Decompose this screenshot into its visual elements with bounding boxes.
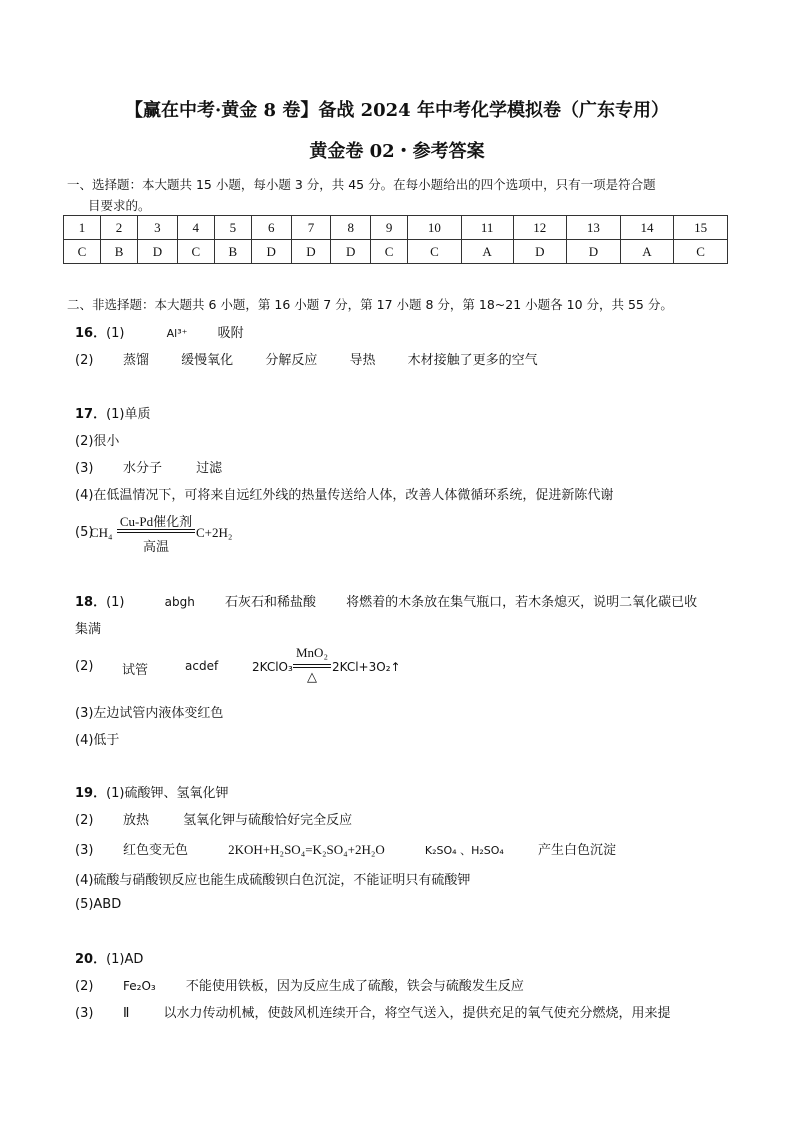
answer-table-number-cell: 2 <box>101 216 138 240</box>
q19-line2 <box>75 809 352 828</box>
answer-table-answer-cell: C <box>371 240 408 264</box>
answer-table-answer-cell: D <box>567 240 621 264</box>
q18-2-tag: (2) <box>75 659 94 674</box>
answer-table-answer-cell: B <box>101 240 138 264</box>
q18-line4: (4)低于 <box>75 733 120 748</box>
q17-3-tag: (3) <box>75 461 94 476</box>
q16-line1 <box>75 322 244 341</box>
q17-number: 17． <box>75 407 107 422</box>
q18-line1-cont: 集满 <box>75 622 102 637</box>
answer-table-answer-cell: D <box>513 240 567 264</box>
q16-1-b: 吸附 <box>217 326 244 341</box>
answer-table-answer-cell: D <box>251 240 291 264</box>
q17-5-arrow-line <box>117 529 195 530</box>
q20-3-b: 以水力传动机械，使鼓风机连续开合，将空气送入，提供充足的氧气使充分燃烧，用来提 <box>163 1006 671 1021</box>
q20-number: 20． <box>75 952 107 967</box>
answer-table-answer-cell: C <box>674 240 728 264</box>
answer-table-answers-row <box>64 240 728 264</box>
q18-2-catalyst: MnO₂ <box>296 645 328 660</box>
q16-2-b: 缓慢氧化 <box>181 353 234 368</box>
q16-2-tag: (2) <box>75 353 94 368</box>
q19-1: (1)硫酸钾、氢氧化钾 <box>106 786 229 801</box>
q20-2-b: 不能使用铁板，因为反应生成了硫酸，铁会与硫酸发生反应 <box>185 979 524 994</box>
q17-5-arrow-line2 <box>117 532 195 533</box>
answer-table-number-cell: 7 <box>291 216 331 240</box>
answer-table-answer-cell: D <box>291 240 331 264</box>
answer-table <box>63 215 728 264</box>
page-subtitle: 黄金卷 02・参考答案 <box>309 141 485 162</box>
q18-1-b: 石灰石和稀盐酸 <box>225 595 317 610</box>
q20-2-tag: (2) <box>75 979 94 994</box>
q19-3-tag: (3) <box>75 843 94 858</box>
q16-number: 16． <box>75 326 107 341</box>
q18-2-right: 2KCl+3O₂↑ <box>332 660 401 674</box>
q20-line1 <box>75 948 143 967</box>
answer-table-answer-cell: A <box>620 240 674 264</box>
q20-3-a: Ⅱ <box>123 1006 130 1021</box>
q18-2-b: acdef <box>185 659 219 673</box>
q20-2-a: Fe₂O₃ <box>123 979 156 993</box>
answer-table-numbers-row <box>64 216 728 240</box>
answer-table-number-cell: 11 <box>461 216 513 240</box>
q20-line2 <box>75 975 524 994</box>
q17-5-catalyst: Cu-Pd催化剂 <box>119 514 193 529</box>
q17-5-condition: 高温 <box>142 540 169 555</box>
q18-2-arrow-line2 <box>293 667 331 668</box>
q17-1: (1)单质 <box>106 407 151 422</box>
answer-table-number-cell: 5 <box>214 216 251 240</box>
q16-2-d: 导热 <box>349 353 376 368</box>
q16-1-tag: (1) <box>106 326 125 341</box>
answer-table-number-cell: 3 <box>138 216 178 240</box>
q17-line3 <box>75 457 222 476</box>
q18-line1 <box>75 591 697 610</box>
answer-table-number-cell: 9 <box>371 216 408 240</box>
q20-3-tag: (3) <box>75 1006 94 1021</box>
q19-2-tag: (2) <box>75 813 94 828</box>
q18-2-a: 试管 <box>122 663 149 678</box>
q16-2-c: 分解反应 <box>265 353 318 368</box>
q18-number: 18． <box>75 595 107 610</box>
answer-table-number-cell: 4 <box>177 216 214 240</box>
q16-1-a: Al³⁺ <box>166 327 188 340</box>
answer-table-number-cell: 8 <box>331 216 371 240</box>
q19-3-d: 产生白色沉淀 <box>537 843 616 858</box>
answer-table-answer-cell: A <box>461 240 513 264</box>
q18-1-tag: (1) <box>106 595 125 610</box>
answer-table-number-cell: 6 <box>251 216 291 240</box>
q19-line5: (5)ABD <box>75 897 122 912</box>
q17-line4: (4)在低温情况下，可将来自远红外线的热量传送给人体，改善人体微循环系统，促进新陈代谢 <box>75 488 614 503</box>
q17-3-b: 过滤 <box>196 461 223 476</box>
q18-1-a: abgh <box>164 595 195 609</box>
section1-heading-cont: 目要求的。 <box>88 198 151 213</box>
q19-3-a: 红色变无色 <box>123 843 189 858</box>
q19-number: 19． <box>75 786 107 801</box>
q18-line2 <box>75 645 675 689</box>
q19-2-a: 放热 <box>123 813 150 828</box>
answer-table-number-cell: 14 <box>620 216 674 240</box>
answer-table-answer-cell: B <box>214 240 251 264</box>
q19-3-b: 2KOH+H₂SO₄=K₂SO₄+2H₂O <box>228 842 385 857</box>
section2-heading: 二、非选择题：本大题共 6 小题，第 16 小题 7 分，第 17 小题 8 分，第 18~21 小题各 10 分，共 55 分。 <box>67 297 673 312</box>
q16-2-e: 木材接触了更多的空气 <box>407 353 538 368</box>
answer-table-answer-cell: C <box>64 240 101 264</box>
q16-2-a: 蒸馏 <box>123 353 150 368</box>
q17-3-a: 水分子 <box>123 461 163 476</box>
q19-3-c: K₂SO₄ 、H₂SO₄ <box>424 844 504 857</box>
answer-table-number-cell: 12 <box>513 216 567 240</box>
q17-line1 <box>75 403 151 422</box>
q18-2-arrow-line <box>293 664 331 665</box>
answer-table-number-cell: 15 <box>674 216 728 240</box>
q17-5-tag: (5) <box>75 525 94 540</box>
q19-line4: (4)硫酸与硝酸钡反应也能生成硫酸钡白色沉淀，不能证明只有硫酸钾 <box>75 873 471 888</box>
q17-line2: (2)很小 <box>75 434 120 449</box>
answer-table-number-cell: 10 <box>408 216 462 240</box>
answer-table-number-cell: 1 <box>64 216 101 240</box>
answer-table-number-cell: 13 <box>567 216 621 240</box>
q19-line3 <box>75 839 616 858</box>
q17-5-right: C+2H₂ <box>196 525 233 540</box>
answer-table-answer-cell: D <box>331 240 371 264</box>
q19-line1 <box>75 782 229 801</box>
q18-2-condition: △ <box>307 670 317 685</box>
q18-line3: (3)左边试管内液体变红色 <box>75 706 224 721</box>
q17-5-left: CH₄ <box>90 525 113 540</box>
answer-table-answer-cell: D <box>138 240 178 264</box>
q19-2-b: 氢氧化钾与硫酸恰好完全反应 <box>183 813 353 828</box>
answer-table-answer-cell: C <box>177 240 214 264</box>
q18-1-c: 将燃着的木条放在集气瓶口，若木条熄灭，说明二氧化碳已收 <box>346 595 698 610</box>
q18-2-left: 2KClO₃ <box>252 660 293 674</box>
q16-line2 <box>75 349 538 368</box>
answer-table-answer-cell: C <box>408 240 462 264</box>
q20-line3 <box>75 1002 671 1021</box>
page-title: 【赢在中考·黄金 8 卷】备战 2024 年中考化学模拟卷（广东专用） <box>125 100 669 121</box>
section1-heading: 一、选择题：本大题共 15 小题，每小题 3 分，共 45 分。在每小题给出的四个选项中，只有一项是符合题 <box>67 177 656 192</box>
q20-1: (1)AD <box>106 952 144 967</box>
